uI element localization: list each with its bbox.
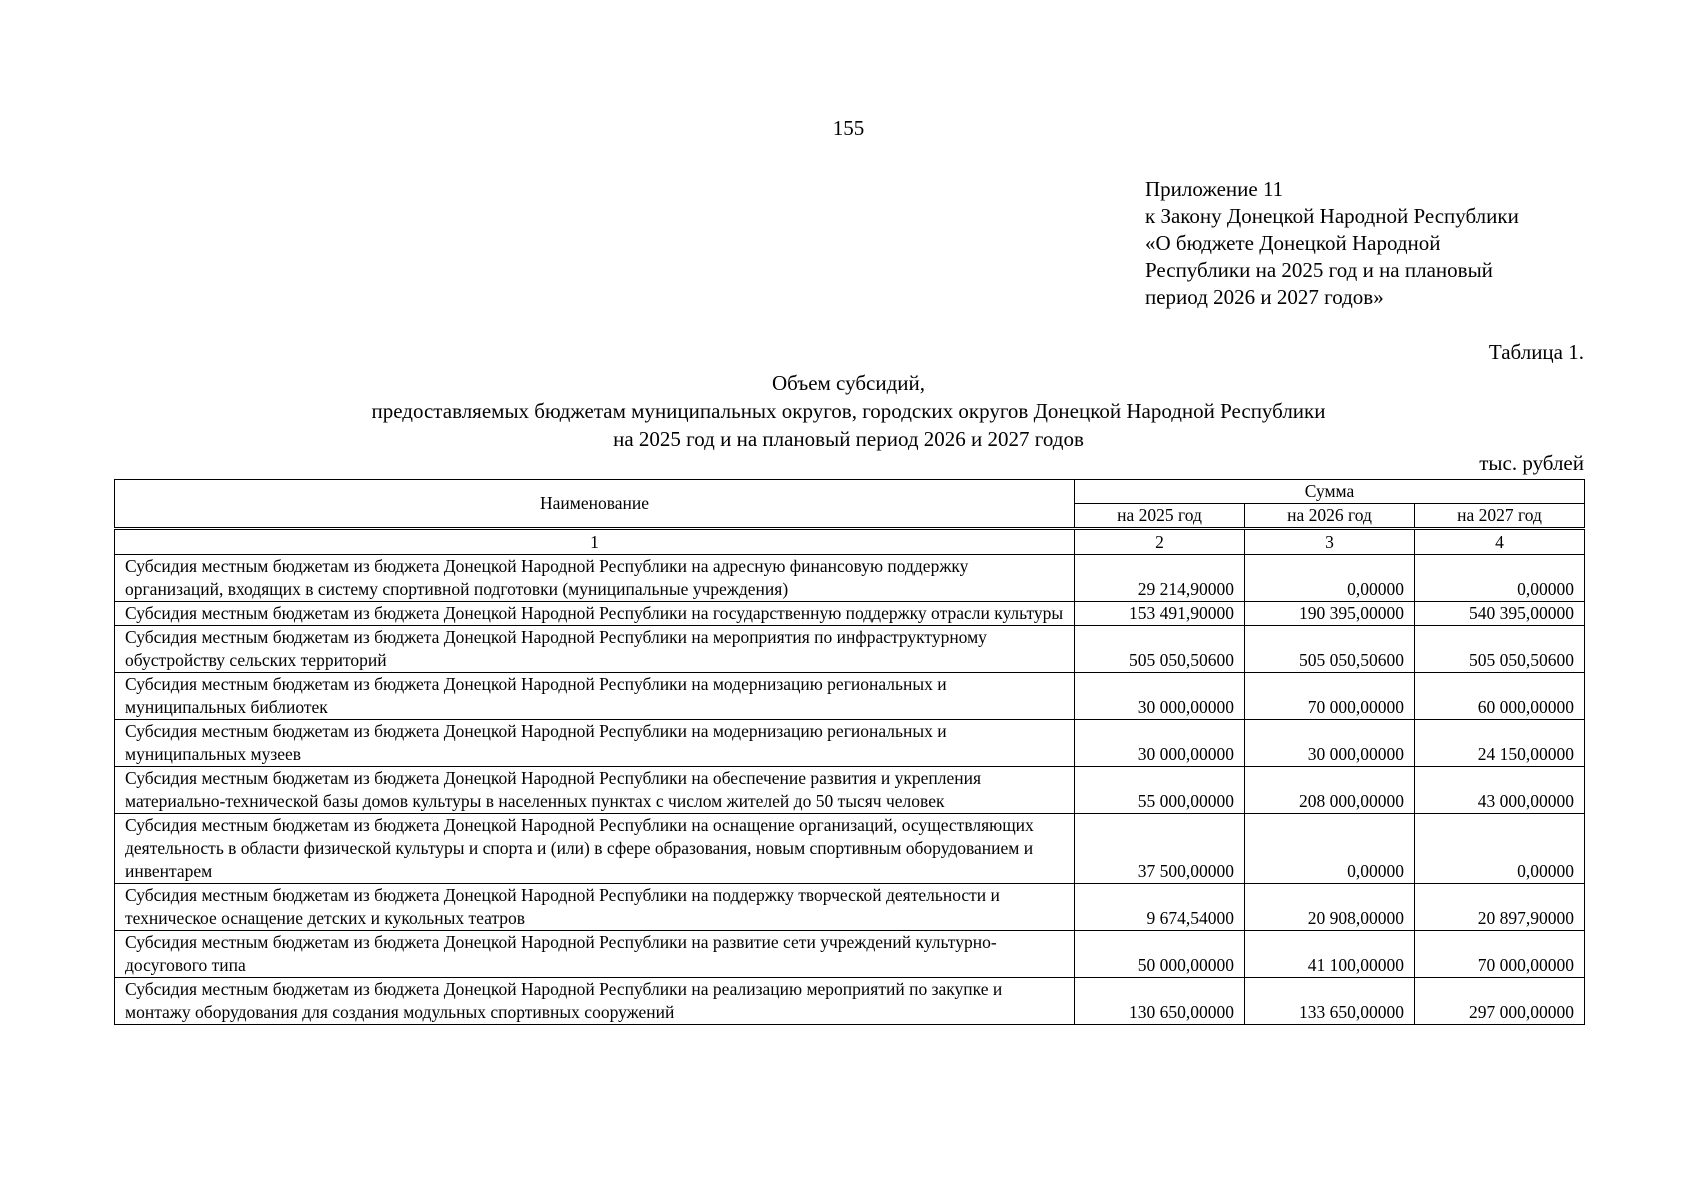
table-row — [115, 555, 1585, 602]
units-label: тыс. рублей — [1479, 451, 1584, 475]
appendix-line: Республики на 2025 год и на плановый — [1145, 258, 1493, 282]
row-value-2027: 297 000,00000 — [1415, 978, 1585, 1025]
row-value-2026: 0,00000 — [1245, 814, 1415, 884]
row-value-2026: 70 000,00000 — [1245, 673, 1415, 720]
appendix-block — [1145, 176, 1519, 311]
row-name-cell: Субсидия местным бюджетам из бюджета Донецкой Народной Республики на реализацию мероприятий по закупке и монтажу оборудования для создания модульных спортивных сооружений — [115, 978, 1075, 1025]
row-value-2027: 70 000,00000 — [1415, 931, 1585, 978]
row-name-cell: Субсидия местным бюджетам из бюджета Донецкой Народной Республики на адресную финансовую поддержку организаций, входящих в систему спортивной подготовки (муниципальные учреждения) — [115, 555, 1075, 602]
page-number: 155 — [832, 116, 865, 140]
row-value-2025: 153 491,90000 — [1075, 602, 1245, 626]
table-row — [115, 767, 1585, 814]
row-value-2026: 133 650,00000 — [1245, 978, 1415, 1025]
row-value-2025: 505 050,50600 — [1075, 626, 1245, 673]
row-name-cell: Субсидия местным бюджетам из бюджета Донецкой Народной Республики на модернизацию региональных и муниципальных музеев — [115, 720, 1075, 767]
row-value-2025: 55 000,00000 — [1075, 767, 1245, 814]
row-value-2025: 50 000,00000 — [1075, 931, 1245, 978]
table-body — [115, 555, 1585, 1025]
row-value-2026: 20 908,00000 — [1245, 884, 1415, 931]
row-value-2026: 30 000,00000 — [1245, 720, 1415, 767]
header-year-2026: на 2026 год — [1245, 504, 1415, 529]
row-value-2025: 30 000,00000 — [1075, 720, 1245, 767]
table-row — [115, 884, 1585, 931]
table-row — [115, 602, 1585, 626]
table-row — [115, 931, 1585, 978]
header-year-2025: на 2025 год — [1075, 504, 1245, 529]
title-line: на 2025 год и на плановый период 2026 и 2027 годов — [613, 427, 1084, 451]
table-row — [115, 720, 1585, 767]
subsidy-table — [114, 479, 1585, 1025]
row-value-2026: 190 395,00000 — [1245, 602, 1415, 626]
row-value-2027: 43 000,00000 — [1415, 767, 1585, 814]
row-name-cell: Субсидия местным бюджетам из бюджета Донецкой Народной Республики на государственную поддержку отрасли культуры — [115, 602, 1075, 626]
appendix-line: «О бюджете Донецкой Народной — [1145, 231, 1441, 255]
row-value-2027: 540 395,00000 — [1415, 602, 1585, 626]
row-name-cell: Субсидия местным бюджетам из бюджета Донецкой Народной Республики на модернизацию региональных и муниципальных библиотек — [115, 673, 1075, 720]
table-row — [115, 978, 1585, 1025]
header-sum: Сумма — [1075, 480, 1585, 504]
row-name-cell: Субсидия местным бюджетам из бюджета Донецкой Народной Республики на обеспечение развития и укрепления материально-технической базы домов культуры в населенных пунктах с числом жителей до 50 тысяч человек — [115, 767, 1075, 814]
row-value-2027: 20 897,90000 — [1415, 884, 1585, 931]
row-value-2027: 0,00000 — [1415, 555, 1585, 602]
table-row — [115, 626, 1585, 673]
appendix-line: Приложение 11 — [1145, 177, 1284, 201]
row-value-2025: 30 000,00000 — [1075, 673, 1245, 720]
row-value-2026: 0,00000 — [1245, 555, 1415, 602]
column-numbering-row — [115, 529, 1585, 555]
row-value-2027: 0,00000 — [1415, 814, 1585, 884]
row-value-2027: 505 050,50600 — [1415, 626, 1585, 673]
row-value-2025: 130 650,00000 — [1075, 978, 1245, 1025]
row-value-2026: 505 050,50600 — [1245, 626, 1415, 673]
row-value-2027: 60 000,00000 — [1415, 673, 1585, 720]
title-line: Объем субсидий, — [772, 371, 925, 395]
row-name-cell: Субсидия местным бюджетам из бюджета Донецкой Народной Республики на поддержку творческой деятельности и техническое оснащение детских и кукольных театров — [115, 884, 1075, 931]
column-number: 2 — [1075, 529, 1245, 555]
row-value-2026: 208 000,00000 — [1245, 767, 1415, 814]
column-number: 4 — [1415, 529, 1585, 555]
table-row — [115, 814, 1585, 884]
row-name-cell: Субсидия местным бюджетам из бюджета Донецкой Народной Республики на оснащение организаций, осуществляющих деятельность в области физической культуры и спорта и (или) в сфере образования, новым спортивным оборудованием и инвентарем — [115, 814, 1075, 884]
row-value-2025: 9 674,54000 — [1075, 884, 1245, 931]
document-title — [0, 369, 1697, 453]
header-name: Наименование — [115, 480, 1075, 529]
column-number: 1 — [115, 529, 1075, 555]
title-line: предоставляемых бюджетам муниципальных округов, городских округов Донецкой Народной Республики — [371, 399, 1326, 423]
row-name-cell: Субсидия местным бюджетам из бюджета Донецкой Народной Республики на мероприятия по инфраструктурному обустройству сельских территорий — [115, 626, 1075, 673]
column-number: 3 — [1245, 529, 1415, 555]
table-label: Таблица 1. — [1488, 340, 1584, 364]
row-value-2025: 37 500,00000 — [1075, 814, 1245, 884]
table-row — [115, 673, 1585, 720]
row-value-2026: 41 100,00000 — [1245, 931, 1415, 978]
row-value-2025: 29 214,90000 — [1075, 555, 1245, 602]
table-header-row — [115, 480, 1585, 504]
appendix-line: период 2026 и 2027 годов» — [1145, 285, 1384, 309]
row-name-cell: Субсидия местным бюджетам из бюджета Донецкой Народной Республики на развитие сети учреждений культурно-досугового типа — [115, 931, 1075, 978]
appendix-line: к Закону Донецкой Народной Республики — [1145, 204, 1519, 228]
row-value-2027: 24 150,00000 — [1415, 720, 1585, 767]
header-year-2027: на 2027 год — [1415, 504, 1585, 529]
